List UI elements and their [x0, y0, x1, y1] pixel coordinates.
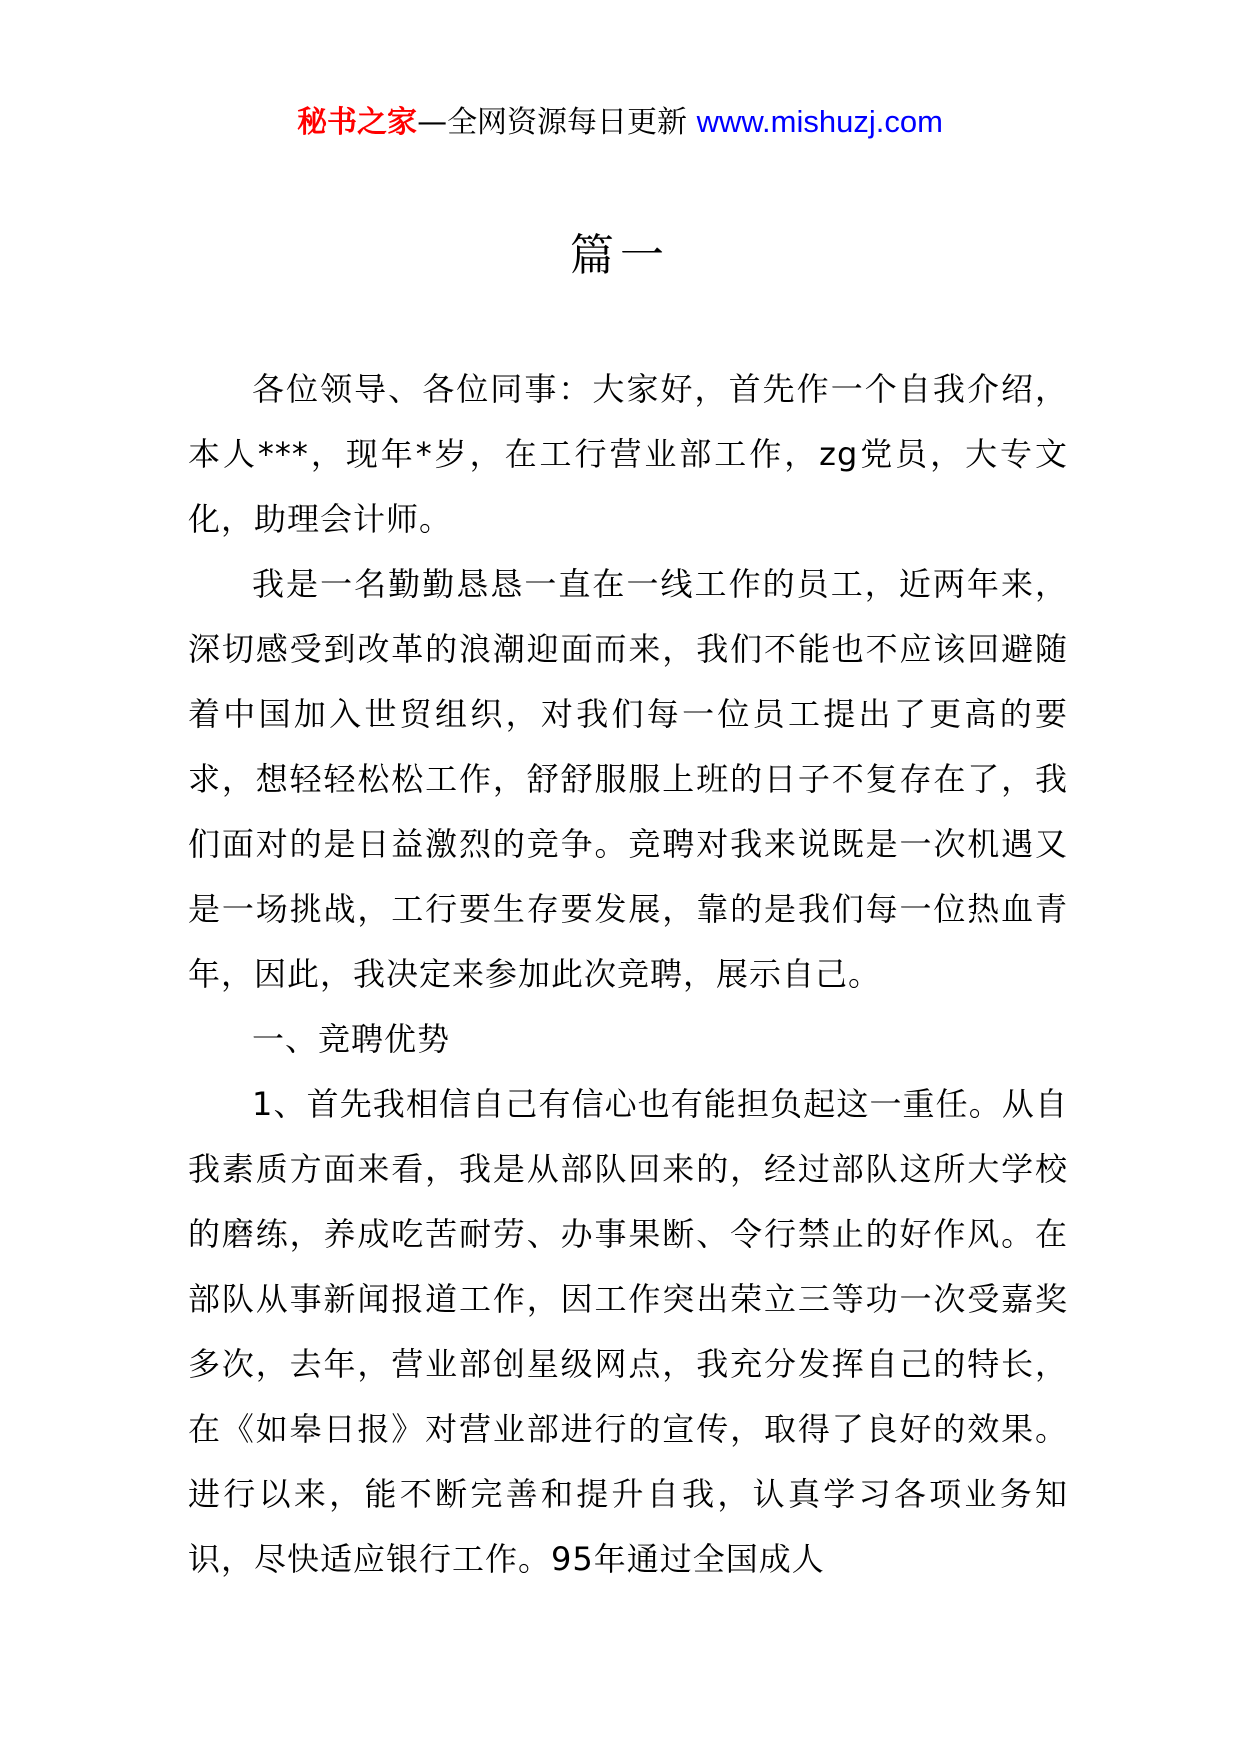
section-heading-advantages: 一、竞聘优势 — [252, 1020, 451, 1058]
site-slogan: —全网资源每日更新 — [417, 105, 697, 140]
paragraph-greeting: 各位领导、各位同事：大家好，首先作一个自我介绍，本人***，现年*岁，在工行营业部工作，zg党员，大专文化，助理会计师。 — [188, 370, 1068, 538]
document-body — [188, 357, 1068, 1592]
site-url-link[interactable]: www.mishuzj.com — [696, 104, 943, 139]
site-header — [0, 100, 1240, 145]
document-title: 篇一 — [570, 230, 670, 281]
paragraph-advantage-1: 1、首先我相信自己有信心也有能担负起这一重任。从自我素质方面来看，我是从部队回来的，经过部队这所大学校的磨练，养成吃苦耐劳、办事果断、令行禁止的好作风。在部队从事新闻报道工作，因工作突出荣立三等功一次受嘉奖多次，去年，营业部创星级网点，我充分发挥自己的特长，在《如皋日报》对营业部进行的宣传，取得了良好的效果。进行以来，能不断完善和提升自我，认真学习各项业务知识，尽快适应银行工作。95年通过全国成人 — [188, 1085, 1068, 1578]
paragraph-motivation: 我是一名勤勤恳恳一直在一线工作的员工，近两年来，深切感受到改革的浪潮迎面而来，我们不能也不应该回避随着中国加入世贸组织，对我们每一位员工提出了更高的要求，想轻轻松松工作，舒舒服服上班的日子不复存在了，我们面对的是日益激烈的竞争。竞聘对我来说既是一次机遇又是一场挑战，工行要生存要发展，靠的是我们每一位热血青年，因此，我决定来参加此次竞聘，展示自己。 — [188, 565, 1068, 993]
site-brand-name: 秘书之家 — [297, 105, 418, 140]
